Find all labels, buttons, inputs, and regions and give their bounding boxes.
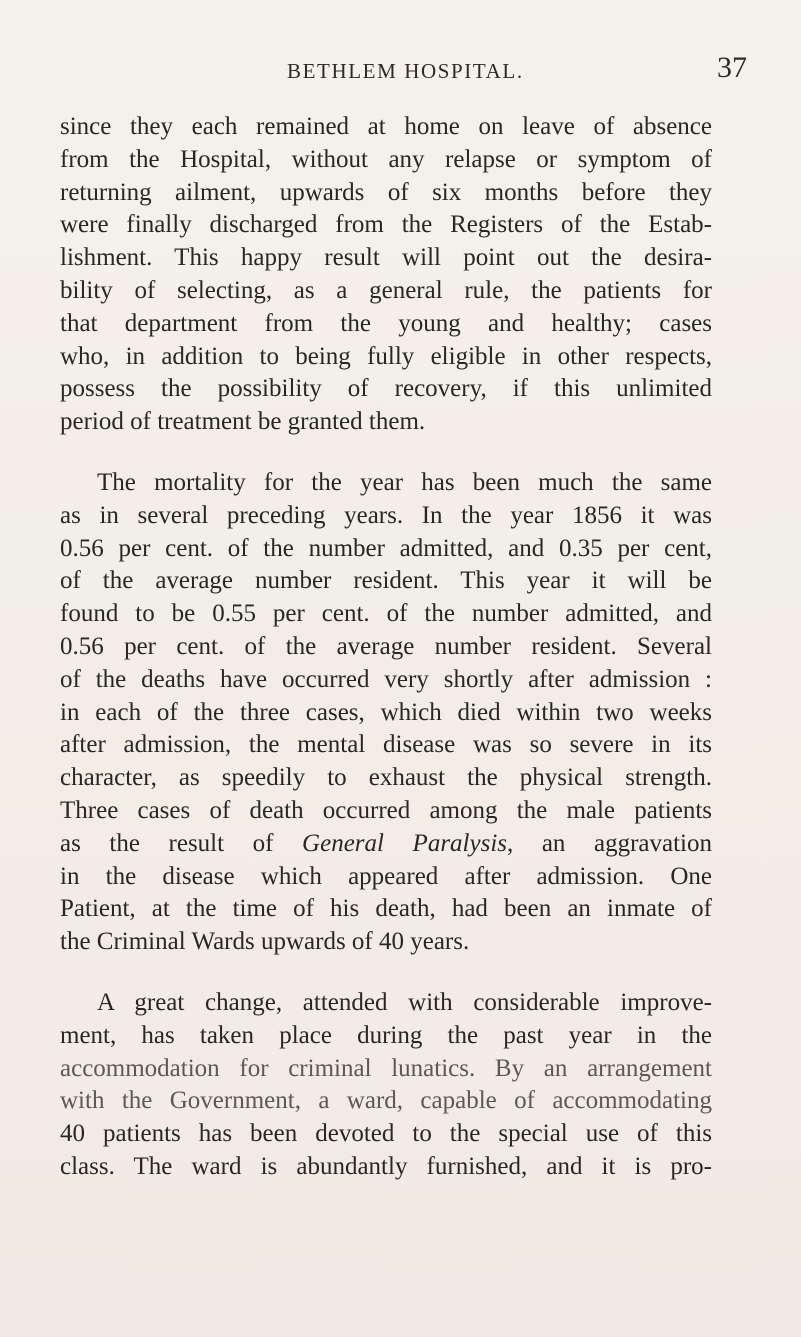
text-line: The mortality for the year has been much the same	[97, 468, 712, 496]
paragraph-3	[60, 987, 712, 1184]
page-header	[0, 51, 801, 95]
text-line: possess the possibility of recovery, if this unlimited	[60, 375, 712, 403]
text-line: lishment. This happy result will point out the desira-	[60, 244, 712, 272]
text-line: of the deaths have occurred very shortly after admission :	[60, 665, 712, 693]
text-line: since they each remained at home on leave of absence	[60, 113, 712, 140]
text-segment: , an aggravation	[507, 829, 713, 857]
text-line: with the Government, a ward, capable of accommodating	[60, 1087, 712, 1115]
paragraph-gap	[60, 959, 712, 987]
text-line: character, as speedily to exhaust the physical strength.	[60, 764, 712, 792]
body-text	[60, 111, 712, 1184]
text-line: were finally discharged from the Registers of the Estab-	[60, 211, 712, 239]
page-number: 37	[717, 51, 747, 84]
text-line: in each of the three cases, which died within two weeks	[60, 698, 712, 726]
text-line: ment, has taken place during the past year in the	[60, 1021, 712, 1049]
text-line: accommodation for criminal lunatics. By an arrangement	[60, 1054, 712, 1082]
text-segment: as the result of	[60, 829, 303, 857]
text-line: 0.56 per cent. of the average number resident. Several	[60, 632, 712, 660]
italic-term: General Paralysis	[302, 829, 507, 857]
running-head: BETHLEM HOSPITAL.	[287, 59, 524, 83]
text-line: as in several preceding years. In the year 1856 it was	[60, 501, 712, 529]
text-line: bility of selecting, as a general rule, the patients for	[60, 276, 712, 304]
text-line: Three cases of death occurred among the male patients	[60, 796, 712, 824]
text-line: A great change, attended with considerable improve-	[97, 988, 712, 1016]
text-line: 0.56 per cent. of the number admitted, and 0.35 per cent,	[60, 534, 712, 562]
text-line: period of treatment be granted them.	[60, 408, 426, 436]
text-line: that department from the young and healthy; cases	[60, 309, 712, 337]
text-line: of the average number resident. This year it will be	[60, 567, 712, 595]
text-line: from the Hospital, without any relapse or symptom of	[60, 145, 712, 173]
text-line: Patient, at the time of his death, had been an inmate of	[60, 895, 712, 923]
text-line: after admission, the mental disease was so severe in its	[60, 731, 712, 759]
text-line: 40 patients has been devoted to the special use of this	[60, 1120, 712, 1148]
text-line-with-italic	[60, 828, 712, 861]
text-line: who, in addition to being fully eligible in other respects,	[60, 342, 712, 370]
text-line: returning ailment, upwards of six months before they	[60, 178, 712, 206]
text-line: class. The ward is abundantly furnished, and it is pro-	[60, 1152, 712, 1180]
paragraph-gap	[60, 439, 712, 467]
text-line: in the disease which appeared after admission. One	[60, 862, 712, 890]
paragraph-2	[60, 467, 712, 959]
text-line: the Criminal Wards upwards of 40 years.	[60, 928, 470, 956]
paragraph-1	[60, 111, 712, 439]
text-line: found to be 0.55 per cent. of the number admitted, and	[60, 600, 712, 628]
